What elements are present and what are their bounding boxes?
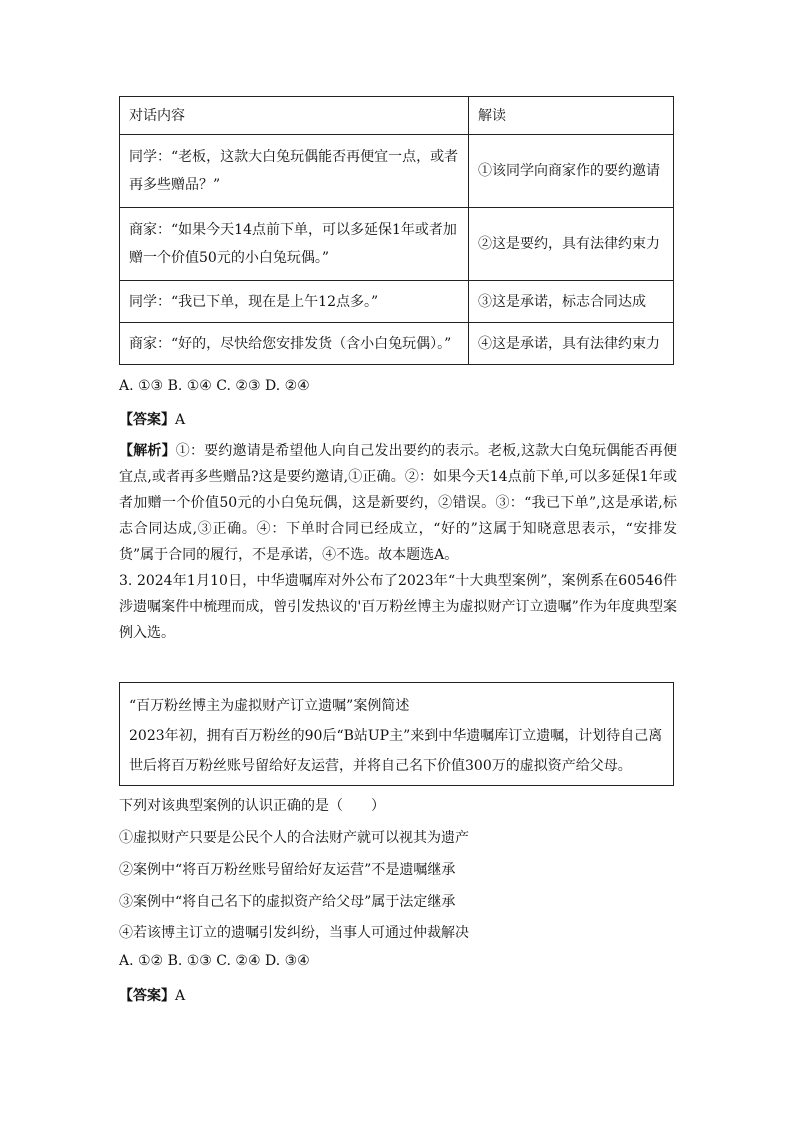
- table-header-dialog: 对话内容: [120, 97, 469, 135]
- case-summary-box: [119, 682, 674, 786]
- table-row: [120, 135, 674, 208]
- q3-question: 下列对该典型案例的认识正确的是（ ）: [119, 798, 385, 814]
- q2-answer: [119, 409, 185, 429]
- q3-answer-label: 【答案】: [119, 988, 175, 1004]
- q3-statement: ④若该博主订立的遗嘱引发纠纷，当事人可通过仲裁解决: [119, 925, 469, 941]
- case-summary-line: 2023年初，拥有百万粉丝的90后“B站UP主”来到中华遗嘱库订立遗嘱，计划待自己离: [129, 728, 663, 744]
- q2-options: A. ①③ B. ①④ C. ②③ D. ②④: [119, 378, 310, 394]
- q2-analysis-label: 【解析】: [119, 443, 176, 459]
- q3-statement: ②案例中“将百万粉丝账号留给好友运营”不是遗嘱继承: [119, 862, 456, 878]
- q3-answer-value: A: [175, 988, 186, 1004]
- q2-answer-label: 【答案】: [119, 412, 175, 428]
- table-cell-dialog: 商家：“如果今天14点前下单，可以多延保1年或者加赠一个价值50元的小白兔玩偶。”: [120, 208, 469, 281]
- table-cell-dialog: 同学：“老板，这款大白兔玩偶能否再便宜一点，或者再多些赠品？”: [120, 135, 469, 208]
- case-summary-line: 世后将百万粉丝账号留给好友运营，并将自己名下价值300万的虚拟资产给父母。: [129, 758, 632, 774]
- q3-answer: [119, 985, 185, 1005]
- table-header-reading: 解读: [469, 97, 674, 135]
- table-header-row: [120, 97, 674, 135]
- table-cell-reading: ④这是承诺，具有法律约束力: [469, 323, 674, 365]
- table-cell-reading: ②这是要约，具有法律约束力: [469, 208, 674, 281]
- q2-analysis: [119, 438, 677, 568]
- q2-answer-value: A: [175, 412, 186, 428]
- table-cell-dialog: 商家：“好的，尽快给您安排发货（含小白兔玩偶）。”: [120, 323, 469, 365]
- dialog-table: [119, 96, 674, 365]
- case-summary-title: “百万粉丝博主为虚拟财产订立遗嘱”案例简述: [129, 698, 410, 714]
- table-cell-reading: ③这是承诺，标志合同达成: [469, 281, 674, 323]
- table-row: [120, 323, 674, 365]
- q2-analysis-text: ①：要约邀请是希望他人向自己发出要约的表示。老板,这款大白兔玩偶能否再便宜点,或者再多些赠品?这是要约邀请,①正确。②：如果今天14点前下单,可以多延保1年或者加赠一个价值50元的小白兔玩偶，这是新要约，②错误。③：“我已下单”,这是承诺,标志合同达成,③正确。④：下单时合同已经成立，“好的”这属于知晓意思表示，“安排发货”属于合同的履行，不是承诺，④不选。故本题选A。: [119, 443, 678, 563]
- q3-statement: ③案例中“将自己名下的虚拟资产给父母”属于法定继承: [119, 894, 456, 910]
- table-row: [120, 281, 674, 323]
- table-cell-reading: ①该同学向商家作的要约邀请: [469, 135, 674, 208]
- q3-statement: ①虚拟财产只要是公民个人的合法财产就可以视其为遗产: [119, 830, 469, 846]
- q3-options: A. ①② B. ①③ C. ②④ D. ③④: [119, 953, 310, 969]
- table-cell-dialog: 同学：“我已下单，现在是上午12点多。”: [120, 281, 469, 323]
- table-row: [120, 208, 674, 281]
- q3-stem: 3. 2024年1月10日，中华遗嘱库对外公布了2023年“十大典型案例”，案例系在60546件涉遗嘱案件中梳理而成，曾引发热议的'百万粉丝博主为虚拟财产订立遗嘱”作为年度典型案例入选。: [119, 573, 677, 641]
